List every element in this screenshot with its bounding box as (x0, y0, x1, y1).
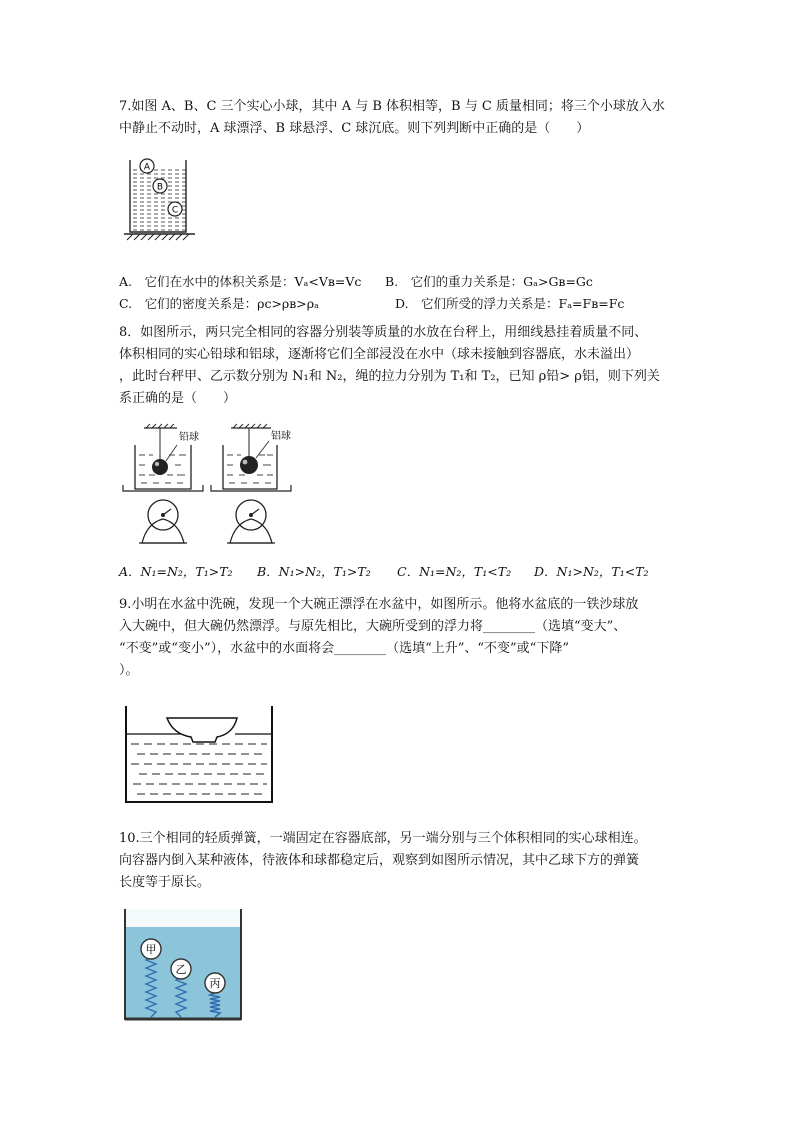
q8-label-lead-ball: 铅球 (179, 432, 199, 443)
question-8-text (119, 322, 679, 410)
q7-line-1: 7.如图 A、B、C 三个实心小球，其中 A 与 B 体积相等，B 与 C 质量相同；将三个小球放入水 (119, 99, 665, 114)
q10-line-3: 长度等于原长。 (119, 875, 211, 890)
q10-ball-yi-label: 乙 (175, 963, 187, 976)
q8-aluminum-ball (240, 456, 258, 474)
q7-option-b: B. 它们的重力关系是：Gₐ>Gʙ=Gc (385, 274, 593, 289)
q7-option-c: C. 它们的密度关系是：ρc>ρʙ>ρₐ (119, 296, 319, 311)
q9-figure-basin (121, 704, 275, 804)
q8-option-a: A．N₁=N₂，T₁>T₂ (119, 564, 233, 579)
q7-option-d: D. 它们所受的浮力关系是：Fₐ=Fʙ=Fc (395, 296, 625, 311)
q9-bowl (167, 718, 237, 742)
q10-line-2: 向容器内倒入某种液体，待液体和球都稳定后，观察到如图所示情况，其中乙球下方的弹簧 (119, 853, 640, 868)
q8-label-aluminum-ball: 铝球 (271, 431, 291, 442)
q8-apparatus-right (211, 424, 291, 543)
q8-option-c: C．N₁=N₂，T₁<T₂ (397, 564, 512, 579)
q8-line-3: ，此时台秤甲、乙示数分别为 N₁和 N₂，绳的拉力分别为 T₁和 T₂，已知 ρ铅> ρ铝，则下列关 (119, 369, 660, 384)
q8-line-1: 8．如图所示，两只完全相同的容器分别装等质量的水放在台秤上，用细线悬挂着质量不同、 (119, 325, 648, 340)
q7-line-2: 中静止不动时，A 球漂浮、B 球悬浮、C 球沉底。则下列判断中正确的是（ ） (119, 121, 590, 136)
q7-ball-a-label: A (143, 162, 151, 173)
q7-ball-b-label: B (156, 182, 164, 193)
q8-line-4: 系正确的是（ ） (119, 391, 237, 406)
q10-ball-bing-label: 丙 (209, 977, 221, 990)
q10-line-1: 10.三个相同的轻质弹簧，一端固定在容器底部，另一端分别与三个体积相同的实心球相连。 (119, 831, 647, 846)
q8-apparatus-left (123, 424, 203, 543)
q10-figure-springs (119, 909, 247, 1023)
q9-line-1: 9.小明在水盆中洗碗，发现一个大碗正漂浮在水盆中，如图所示。他将水盆底的一铁沙球放 (119, 597, 639, 612)
q10-ball-jia-label: 甲 (145, 943, 157, 956)
q8-option-d: D．N₁>N₂，T₁<T₂ (534, 564, 649, 579)
q8-line-2: 体积相同的实心铅球和铝球，逐渐将它们全部浸没在水中（球未接触到容器底，水未溢出） (119, 347, 640, 362)
q7-option-a: A. 它们在水中的体积关系是：Vₐ<Vʙ=Vc (119, 274, 362, 289)
question-10-text (119, 828, 679, 894)
q8-figure-scales (119, 423, 301, 545)
question-7-text (119, 96, 679, 140)
q8-lead-ball (152, 459, 168, 475)
q9-line-4: ）。 (119, 663, 139, 678)
question-9-text (119, 594, 679, 682)
q7-ball-c-label: C (171, 205, 179, 216)
q8-option-b: B．N₁>N₂，T₁>T₂ (257, 564, 371, 579)
q7-figure-beaker (119, 156, 201, 242)
q9-line-2: 入大碗中，但大碗仍然漂浮。与原先相比，大碗所受到的浮力将________（选填“变大”、 (119, 619, 627, 634)
q9-line-3: “不变”或“变小”），水盆中的水面将会________（选填“上升”、“不变”或“下降” (119, 641, 569, 656)
